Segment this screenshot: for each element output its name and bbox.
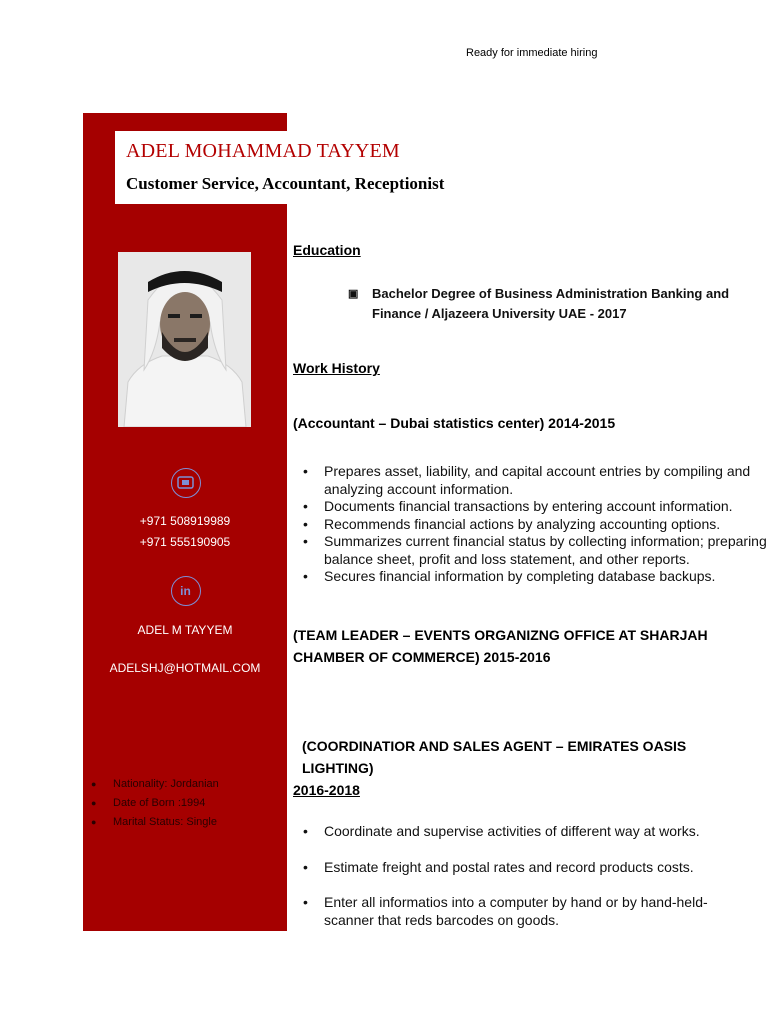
duty-item: • Summarizes current financial status by collecting information; preparing balance sheet, profit and loss statement, and other reports. <box>303 533 767 567</box>
duty-item: • Recommends financial actions by analyzing accounting options. <box>303 515 721 532</box>
duty-item: • Estimate freight and postal rates and record products costs. <box>303 858 694 875</box>
phone-number-2[interactable]: +971 555190905 <box>139 535 231 549</box>
job-title: (TEAM LEADER – EVENTS ORGANIZNG OFFICE AT SHARJAH CHAMBER OF COMMERCE) 2015-2016 <box>293 627 708 665</box>
job-title: (COORDINATIOR AND SALES AGENT – EMIRATES OASIS LIGHTING) <box>302 738 687 776</box>
fact-item: ● Date of Born :1994 <box>91 797 206 809</box>
work-history-heading: Work History <box>293 360 380 376</box>
duty-item: • Secures financial information by completing database backups. <box>303 568 716 584</box>
profile-photo <box>118 252 251 427</box>
availability-note: Ready for immediate hiring <box>466 47 598 59</box>
duty-item: • Prepares asset, liability, and capital account entries by compiling and analyzing account information. <box>303 463 751 497</box>
job-duties <box>293 823 753 929</box>
candidate-name: ADEL MOHAMMAD TAYYEM <box>126 140 400 162</box>
fact-item: ● Nationality: Jordanian <box>91 778 219 790</box>
education-item: ▣ Bachelor Degree of Business Administration Banking and Finance / Aljazeera University UAE - 2017 <box>348 284 743 324</box>
phone-icon <box>171 468 201 498</box>
candidate-title: Customer Service, Accountant, Receptionist <box>126 174 445 193</box>
svg-text:in: in <box>180 584 191 598</box>
linkedin-icon <box>171 576 201 606</box>
fact-item: ● Marital Status: Single <box>91 816 217 828</box>
job-years: 2016-2018 <box>293 782 360 798</box>
phone-number-1[interactable]: +971 508919989 <box>139 514 231 528</box>
education-heading: Education <box>293 242 361 258</box>
duty-item: • Coordinate and supervise activities of different way at works. <box>303 823 700 839</box>
bullet-icon: ▣ <box>348 288 359 300</box>
linkedin-name[interactable]: ADEL M TAYYEM <box>137 623 233 637</box>
duty-item: • Documents financial transactions by entering account information. <box>303 498 733 514</box>
job-duties <box>293 463 768 586</box>
duty-item: • Enter all informatios into a computer by hand or by hand-held-scanner that reds barcodes on goods. <box>303 894 708 928</box>
personal-facts <box>91 775 219 832</box>
email-address[interactable]: ADELSHJ@HOTMAIL.COM <box>109 661 261 675</box>
job-title: (Accountant – Dubai statistics center) 2014-2015 <box>293 415 616 431</box>
